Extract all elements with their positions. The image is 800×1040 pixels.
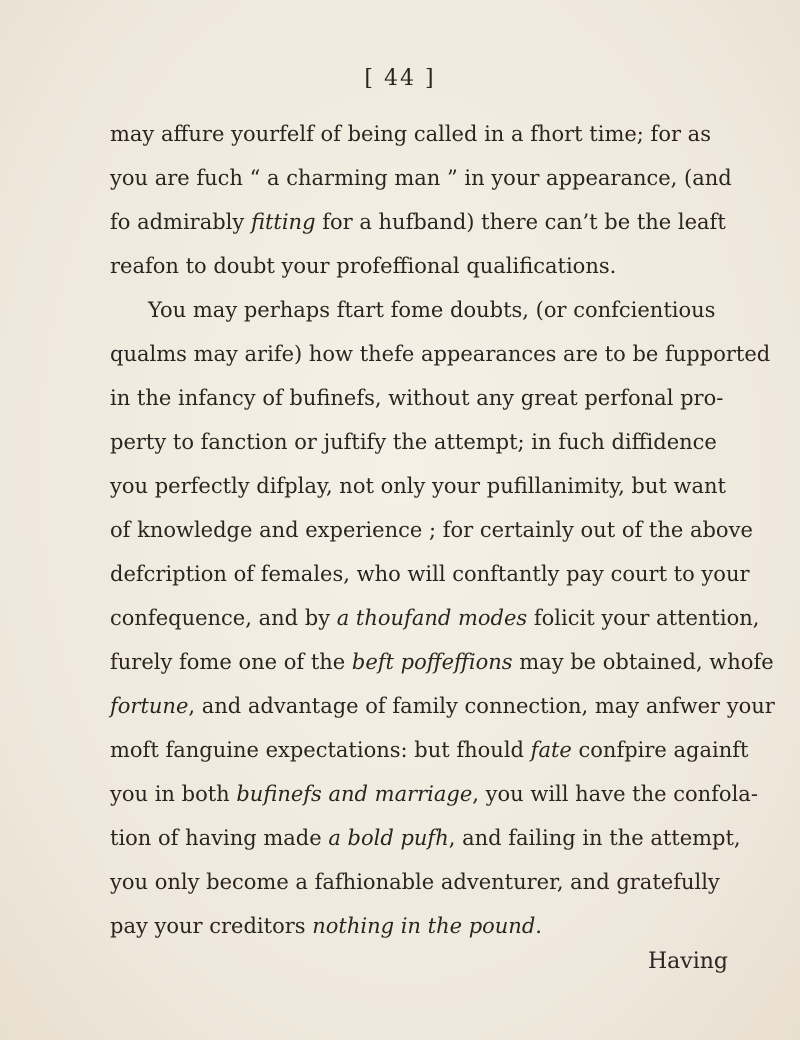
text-line: fo admirably fitting for a hufband) there can’t be the leaft	[110, 210, 726, 234]
text-line: fortune, and advantage of family connection, may anfwer your	[110, 694, 775, 718]
text-line: reafon to doubt your profeffional qualifications.	[110, 254, 617, 278]
text-line: in the infancy of bufinefs, without any great perfonal pro-	[110, 386, 724, 410]
text-line: perty to fanction or juftify the attempt; in fuch diffidence	[110, 430, 717, 454]
text-line: may affure yourfelf of being called in a fhort time; for as	[110, 122, 711, 146]
text-line: pay your creditors nothing in the pound.	[110, 914, 542, 938]
text-line: of knowledge and experience ; for certainly out of the above	[110, 518, 753, 542]
text-line: qualms may arife) how thefe appearances are to be fupported	[110, 342, 771, 366]
text-line: you are fuch “ a charming man ” in your appearance, (and	[110, 166, 732, 190]
catchword: Having	[648, 949, 729, 974]
text-line: You may perhaps ftart fome doubts, (or confcientious	[148, 298, 716, 322]
text-line: you in both bufinefs and marriage, you will have the confola-	[110, 782, 758, 806]
text-line: confequence, and by a thoufand modes folicit your attention,	[110, 606, 760, 630]
text-line: moft fanguine expectations: but fhould fate confpire againft	[110, 738, 749, 762]
text-line: defcription of females, who will conftantly pay court to your	[110, 562, 750, 586]
text-line: furely fome one of the beft poffeffions may be obtained, whofe	[110, 650, 774, 674]
text-line: tion of having made a bold pufh, and failing in the attempt,	[110, 826, 741, 850]
text-line: you perfectly difplay, not only your pufillanimity, but want	[110, 474, 726, 498]
page-number: [ 44 ]	[364, 66, 436, 91]
text-line: you only become a fafhionable adventurer, and gratefully	[110, 870, 720, 894]
